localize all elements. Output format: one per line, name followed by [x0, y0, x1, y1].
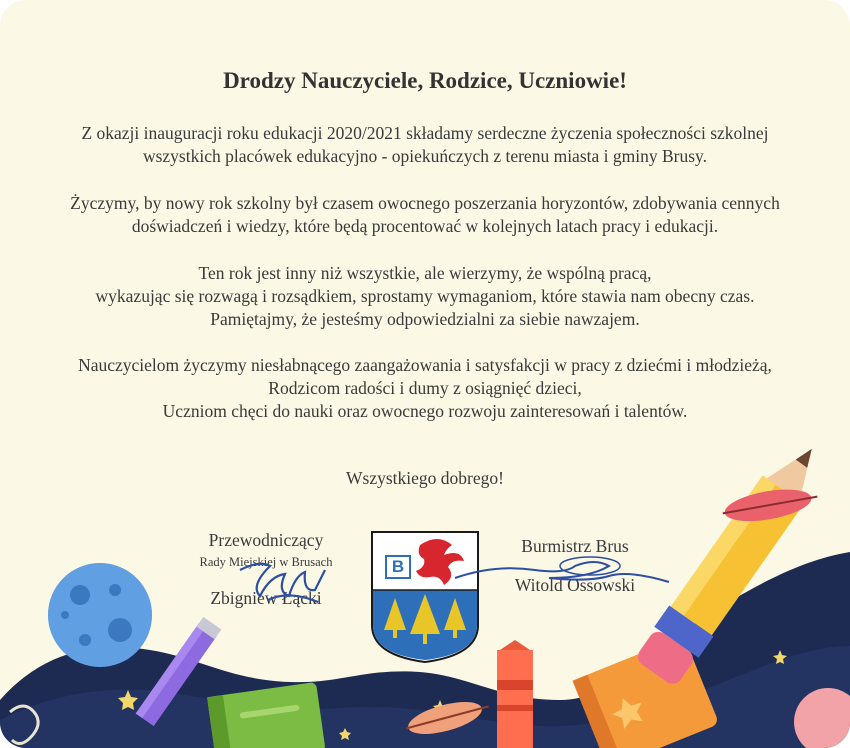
- paragraph-wishes: Życzymy, by nowy rok szkolny był czasem owocnego poszerzania horyzontów, zdobywania cennych doświadczeń i wiedzy, które będą procentować w kolejnych latach pracy i edukacji.: [70, 193, 780, 236]
- signature-name: Zbigniew Łącki: [210, 588, 322, 608]
- emblem-letter: B: [391, 557, 405, 576]
- signature-name: Witold Ossowski: [514, 575, 636, 595]
- signature-role: Przewodniczący: [208, 530, 324, 550]
- greeting-title: Drodzy Nauczyciele, Rodzice, Uczniowie!: [223, 68, 627, 93]
- signature-subtitle: Rady Miejskiej w Brusach: [199, 555, 333, 569]
- closing-line: Wszystkiego dobrego!: [346, 468, 504, 488]
- paragraph-inauguration: Z okazji inauguracji roku edukacji 2020/2021 składamy serdeczne życzenia społeczności szkolnej wszystkich placówek edukacyjno - opiekuńczych z terenu miasta i gminy Brusy.: [81, 123, 769, 166]
- paragraph-audience-wishes: Nauczycielom życzymy niesłabnącego zaangażowania i satysfakcji w pracy z dziećmi i młodzieżą, Rodzicom radości i dumy z osiągnięć dzieci, Uczniom chęci do nauki oraz owocnego rozwoju zainteresowań i talentów.: [78, 355, 772, 421]
- paragraph-different-year: Ten rok jest inny niż wszystkie, ale wierzymy, że wspólną pracą, wykazując się rozwagą i rozsądkiem, sprostamy wymaganiom, które stawia nam obecny czas. Pamiętajmy, że jesteśmy odpowiedzialni za siebie nawzajem.: [95, 263, 755, 329]
- signature-role: Burmistrz Brus: [521, 536, 629, 556]
